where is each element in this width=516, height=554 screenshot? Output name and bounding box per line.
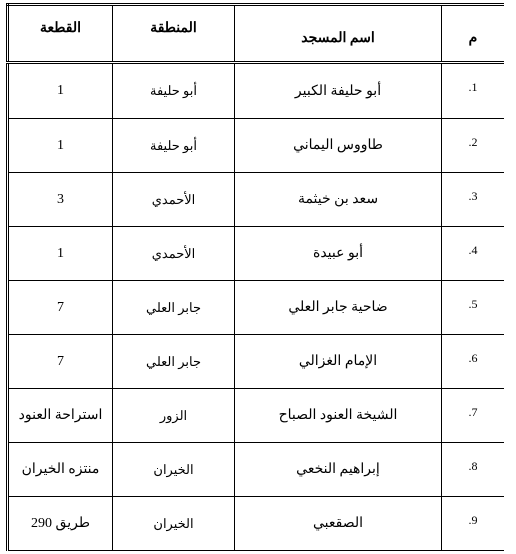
- plot-value: منتزه الخيران: [8, 443, 113, 497]
- row-number: [442, 281, 505, 335]
- row-number-text: 5.: [468, 297, 478, 311]
- mosque-name: الإمام الغزالي: [235, 335, 442, 389]
- area-name: الخيران: [113, 443, 235, 497]
- area-name: الأحمدي: [113, 173, 235, 227]
- row-number: [442, 173, 505, 227]
- row-number: [442, 227, 505, 281]
- mosque-name: ضاحية جابر العلي: [235, 281, 442, 335]
- row-number-text: 2.: [468, 135, 478, 149]
- mosque-name: أبو حليفة الكبير: [235, 63, 442, 119]
- row-number: [442, 443, 505, 497]
- table-row: [8, 335, 505, 389]
- table-row: [8, 389, 505, 443]
- row-number: [442, 389, 505, 443]
- area-name: أبو حليفة: [113, 119, 235, 173]
- table-row: [8, 281, 505, 335]
- row-number: [442, 119, 505, 173]
- table-row: [8, 63, 505, 119]
- table-row: [8, 443, 505, 497]
- plot-value: استراحة العنود: [8, 389, 113, 443]
- header-number: م: [442, 5, 505, 63]
- area-name: الخيران: [113, 497, 235, 551]
- row-number-text: 7.: [468, 405, 478, 419]
- row-number-text: 4.: [468, 243, 478, 257]
- mosque-name: أبو عبيدة: [235, 227, 442, 281]
- plot-value: 1: [8, 227, 113, 281]
- row-number-text: 6.: [468, 351, 478, 365]
- area-name: جابر العلي: [113, 281, 235, 335]
- mosque-name: الصقعبي: [235, 497, 442, 551]
- row-number: [442, 497, 505, 551]
- plot-value: 1: [8, 63, 113, 119]
- area-name: أبو حليفة: [113, 63, 235, 119]
- plot-value: 7: [8, 281, 113, 335]
- header-plot: القطعة: [8, 5, 113, 63]
- mosque-name: طاووس اليماني: [235, 119, 442, 173]
- area-name: الزور: [113, 389, 235, 443]
- area-name: الأحمدي: [113, 227, 235, 281]
- row-number-text: 9.: [468, 513, 478, 527]
- row-number-text: 1.: [468, 80, 478, 94]
- mosque-name: الشيخة العنود الصباح: [235, 389, 442, 443]
- plot-value: 1: [8, 119, 113, 173]
- table-row: [8, 497, 505, 551]
- plot-value: طريق 290: [8, 497, 113, 551]
- table-row: [8, 173, 505, 227]
- mosque-name: سعد بن خيثمة: [235, 173, 442, 227]
- plot-value: 3: [8, 173, 113, 227]
- area-name: جابر العلي: [113, 335, 235, 389]
- table-row: [8, 119, 505, 173]
- plot-value: 7: [8, 335, 113, 389]
- document-frame: [6, 3, 504, 554]
- mosques-table: [6, 3, 504, 551]
- table-row: [8, 227, 505, 281]
- row-number-text: 3.: [468, 189, 478, 203]
- header-area: المنطقة: [113, 5, 235, 63]
- header-mosque-name: اسم المسجد: [235, 5, 442, 63]
- row-number: [442, 63, 505, 119]
- table-header-row: [8, 5, 505, 63]
- row-number-text: 8.: [468, 459, 478, 473]
- mosque-name: إبراهيم النخعي: [235, 443, 442, 497]
- row-number: [442, 335, 505, 389]
